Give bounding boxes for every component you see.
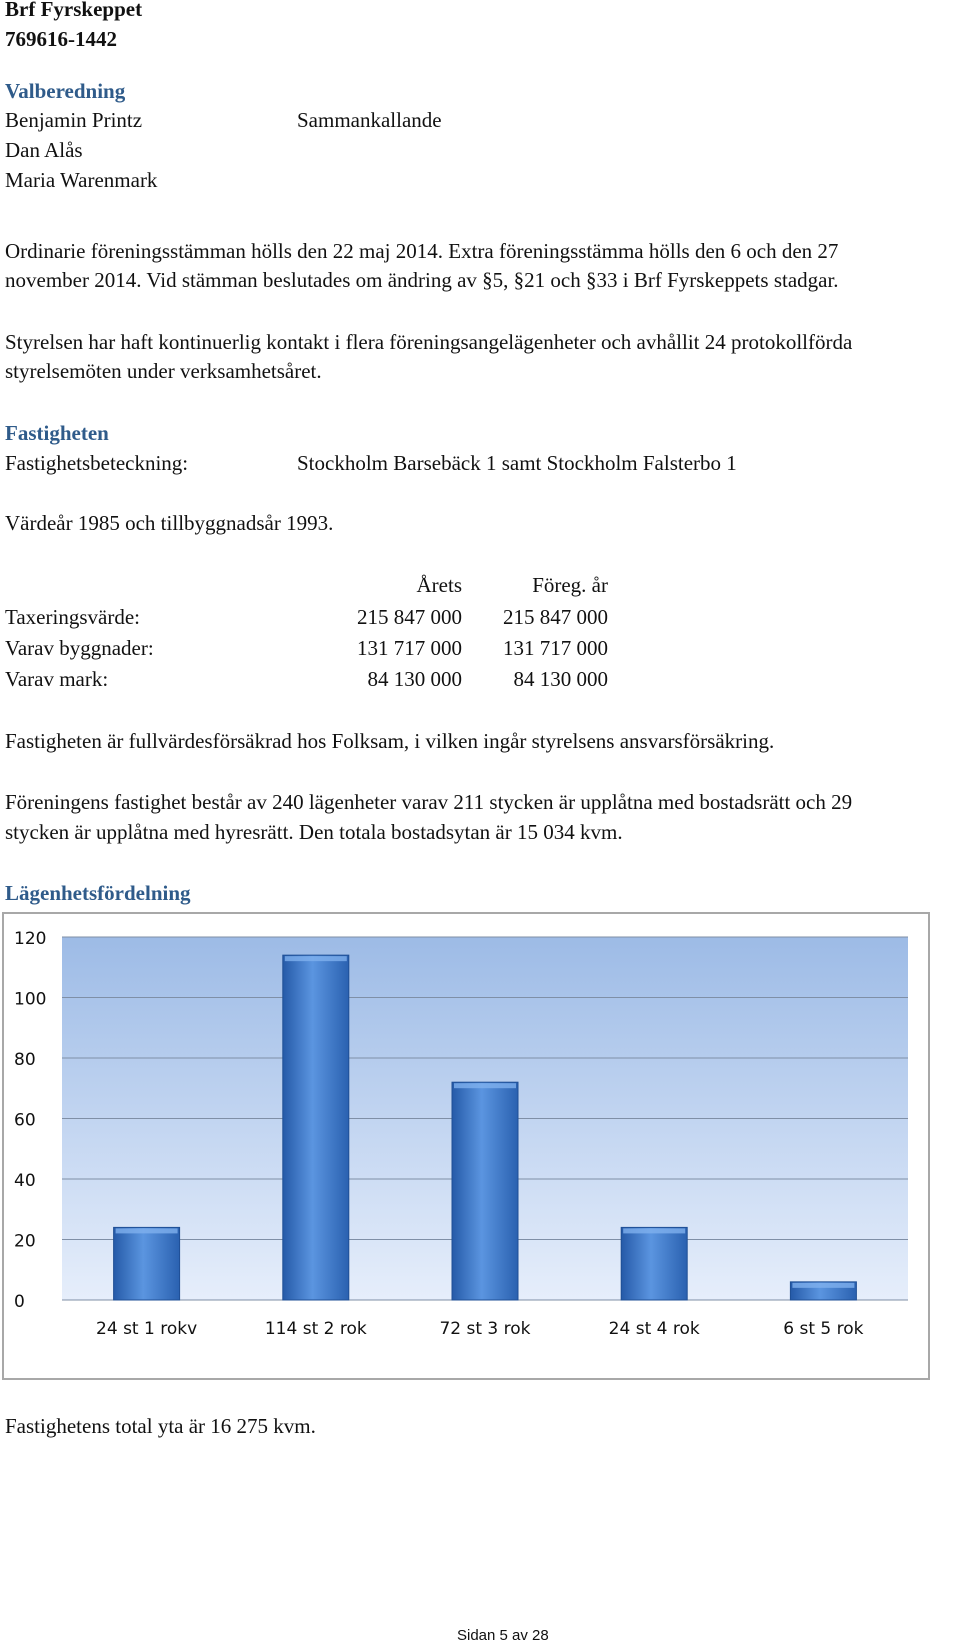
table-row-label: Varav byggnader: (5, 636, 154, 660)
lagenheter-paragraph-line2: stycken är upplåtna med hyresrätt. Den totala bostadsytan är 15 034 kvm. (5, 820, 623, 844)
member-role: Sammankallande (297, 108, 442, 132)
y-tick-label: 100 (14, 989, 47, 1010)
bar-highlight (792, 1283, 854, 1288)
table-cell-previous: 215 847 000 (503, 605, 608, 629)
x-tick-label: 72 st 3 rok (439, 1319, 531, 1339)
y-tick-label: 120 (14, 929, 47, 949)
y-tick-label: 80 (14, 1050, 36, 1070)
member-name: Dan Alås (5, 138, 83, 162)
x-tick-label: 24 st 4 rok (608, 1319, 700, 1339)
bar (283, 955, 349, 1300)
fastigheten-heading: Fastigheten (5, 421, 109, 445)
forsakring-text: Fastigheten är fullvärdesförsäkrad hos Folksam, i vilken ingår styrelsens ansvarsförsäkring. (5, 729, 775, 753)
table-header-current: Årets (416, 573, 462, 597)
x-tick-label: 24 st 1 rokv (96, 1319, 198, 1339)
table-cell-previous: 84 130 000 (513, 667, 608, 691)
org-name: Brf Fyrskeppet (5, 0, 143, 21)
bar-highlight (285, 956, 347, 961)
bar-highlight (623, 1228, 685, 1233)
page-number: Sidan 5 av 28 (457, 1627, 549, 1644)
org-number: 769616-1442 (5, 27, 117, 51)
fastighetsbeteckning-value: Stockholm Barsebäck 1 samt Stockholm Falsterbo 1 (297, 451, 737, 475)
y-tick-label: 40 (14, 1171, 36, 1191)
table-header-previous: Föreg. år (532, 573, 608, 597)
table-cell-previous: 131 717 000 (503, 636, 608, 660)
stamma-paragraph-line1: Ordinarie föreningsstämman hölls den 22 maj 2014. Extra föreningsstämma hölls den 6 och den 27 (5, 239, 839, 263)
lagenhetsfordelning-heading: Lägenhetsfördelning (5, 881, 191, 905)
bar (621, 1227, 687, 1300)
bar (452, 1082, 518, 1300)
lagenheter-paragraph-line1: Föreningens fastighet består av 240 lägenheter varav 211 stycken är upplåtna med bostadsrätt och 29 (5, 790, 853, 814)
stamma-paragraph-line2: november 2014. Vid stämman beslutades om ändring av §5, §21 och §33 i Brf Fyrskeppets stadgar. (5, 268, 839, 292)
x-tick-label: 114 st 2 rok (264, 1319, 367, 1339)
x-tick-label: 6 st 5 rok (783, 1319, 864, 1339)
table-row-label: Varav mark: (5, 667, 109, 691)
bar-highlight (116, 1228, 178, 1233)
total-yta-text: Fastighetens total yta är 16 275 kvm. (5, 1414, 316, 1438)
styrelsen-paragraph-line1: Styrelsen har haft kontinuerlig kontakt i flera föreningsangelägenheter och avhållit 24 protokollförda (5, 330, 853, 354)
vardear-text: Värdeår 1985 och tillbyggnadsår 1993. (5, 511, 334, 535)
bar (114, 1227, 180, 1300)
member-name: Benjamin Printz (5, 108, 143, 132)
y-tick-label: 20 (14, 1231, 36, 1252)
table-cell-current: 84 130 000 (367, 667, 462, 691)
table-row-label: Taxeringsvärde: (5, 605, 140, 629)
member-name: Maria Warenmark (5, 168, 158, 192)
valberedning-heading: Valberedning (5, 79, 126, 103)
y-tick-label: 0 (14, 1292, 25, 1312)
styrelsen-paragraph-line2: styrelsemöten under verksamhetsåret. (5, 359, 322, 383)
fastighetsbeteckning-label: Fastighetsbeteckning: (5, 451, 189, 475)
table-cell-current: 131 717 000 (357, 636, 462, 660)
bar-highlight (454, 1083, 516, 1088)
y-tick-label: 60 (14, 1110, 36, 1131)
apartment-distribution-chart (2, 912, 932, 1382)
table-cell-current: 215 847 000 (357, 605, 462, 629)
